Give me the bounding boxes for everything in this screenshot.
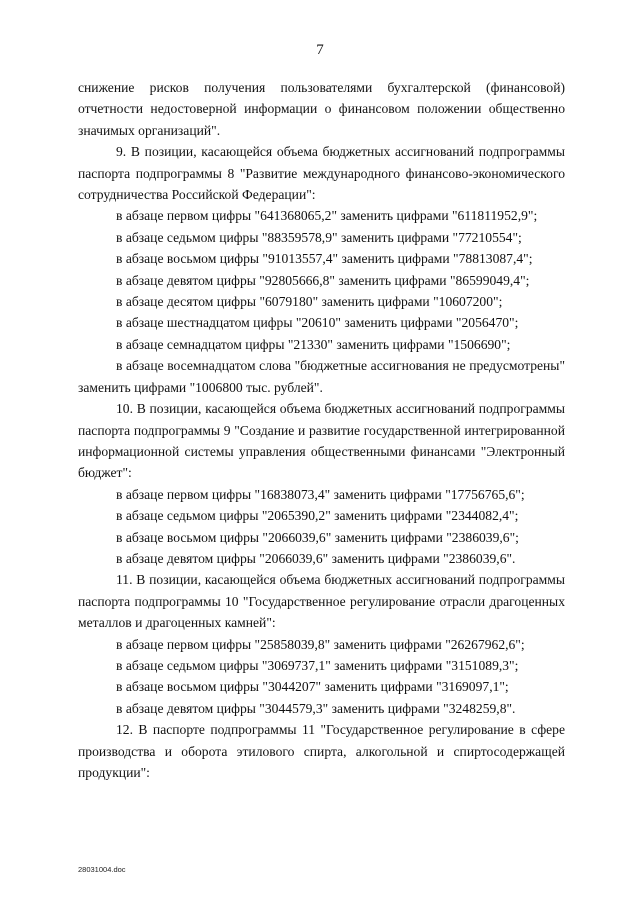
paragraph: в абзаце девятом цифры "92805666,8" заменить цифрами "86599049,4";	[116, 272, 530, 288]
paragraph: в абзаце девятом цифры "3044579,3" заменить цифрами "3248259,8".	[116, 700, 516, 716]
footer-file-code: 28031004.doc	[78, 865, 126, 874]
paragraph: в абзаце семнадцатом цифры "21330" заменить цифрами "1506690";	[116, 336, 511, 352]
paragraph: в абзаце первом цифры "25858039,8" заменить цифрами "26267962,6";	[116, 636, 525, 652]
paragraph: в абзаце седьмом цифры "2065390,2" заменить цифрами "2344082,4";	[116, 508, 519, 524]
document-body	[78, 77, 565, 783]
paragraph: 11. В позиции, касающейся объема бюджетных ассигнований подпрограммы паспорта подпрограммы 10 "Государственное регулирование отрасли драгоценных металлов и драгоценных камней":	[78, 572, 565, 631]
paragraph: в абзаце первом цифры "16838073,4" заменить цифрами "17756765,6";	[116, 486, 525, 502]
paragraph: в абзаце восемнадцатом слова "бюджетные ассигнования не предусмотрены" заменить цифрами "1006800 тыс. рублей".	[78, 358, 565, 395]
paragraph: в абзаце десятом цифры "6079180" заменить цифрами "10607200";	[116, 294, 503, 310]
paragraph: в абзаце седьмом цифры "3069737,1" заменить цифрами "3151089,3";	[116, 657, 519, 673]
paragraph: в абзаце седьмом цифры "88359578,9" заменить цифрами "77210554";	[116, 229, 522, 245]
paragraph: в абзаце шестнадцатом цифры "20610" заменить цифрами "2056470";	[116, 315, 519, 331]
paragraph: в абзаце первом цифры "641368065,2" заменить цифрами "611811952,9";	[116, 208, 538, 224]
page-number: 7	[316, 42, 324, 58]
paragraph: в абзаце девятом цифры "2066039,6" заменить цифрами "2386039,6".	[116, 550, 516, 566]
paragraph: 9. В позиции, касающейся объема бюджетных ассигнований подпрограммы паспорта подпрограммы 8 "Развитие международного финансово-экономического сотрудничества Российской Федерации":	[78, 144, 565, 203]
paragraph: снижение рисков получения пользователями бухгалтерской (финансовой) отчетности недостоверной информации о финансовом положении общественно значимых организаций".	[78, 80, 565, 138]
paragraph: в абзаце восьмом цифры "2066039,6" заменить цифрами "2386039,6";	[116, 529, 519, 545]
paragraph: в абзаце восьмом цифры "91013557,4" заменить цифрами "78813087,4";	[116, 251, 533, 267]
paragraph: в абзаце восьмом цифры "3044207" заменить цифрами "3169097,1";	[116, 679, 509, 695]
paragraph: 10. В позиции, касающейся объема бюджетных ассигнований подпрограммы паспорта подпрограммы 9 "Создание и развитие государственной интегрированной информационной системы управления общественными финансами "Электронный бюджет":	[78, 401, 565, 481]
paragraph: 12. В паспорте подпрограммы 11 "Государственное регулирование в сфере производства и оборота этилового спирта, алкогольной и спиртосодержащей продукции":	[78, 722, 565, 780]
